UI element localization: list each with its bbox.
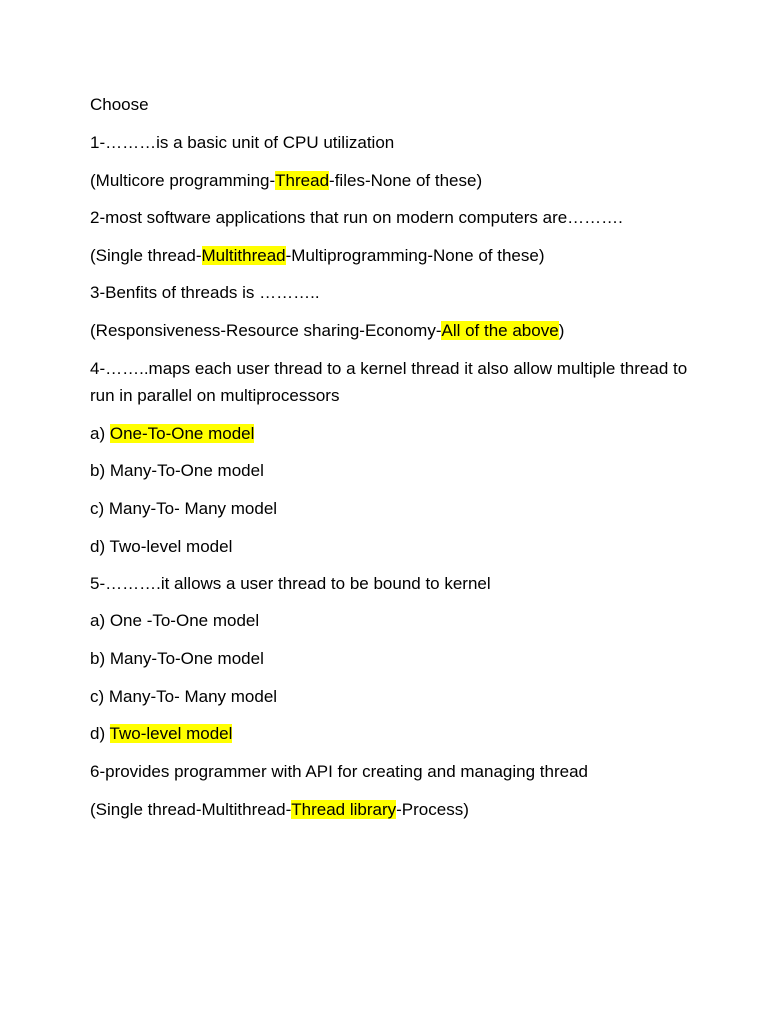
question-1-options (90, 168, 482, 194)
highlighted-answer: All of the above (441, 321, 559, 340)
highlighted-answer: Two-level model (109, 724, 233, 743)
question-6-stem: 6-provides programmer with API for creating and managing thread (90, 762, 588, 781)
page-heading: Choose (90, 95, 149, 114)
question-3-stem: 3-Benfits of threads is ……….. (90, 283, 320, 302)
question-5-option-c: c) Many-To- Many model (90, 687, 278, 706)
option-letter: d) (90, 724, 110, 743)
question-4-stem: 4-……..maps each user thread to a kernel thread it also allow multiple thread to run in parallel on multiprocessors (90, 359, 688, 405)
question-5-option-a: a) One -To-One model (90, 611, 260, 630)
question-4-option-d: d) Two-level model (90, 537, 233, 556)
option-text: -Multiprogramming-None of these) (285, 246, 545, 265)
highlighted-answer: Multithread (201, 246, 286, 265)
highlighted-answer: One-To-One model (109, 424, 255, 443)
question-5-stem: 5-……….it allows a user thread to be bound to kernel (90, 574, 491, 593)
option-text: (Single thread-Multithread- (90, 800, 292, 819)
question-4-option-b: b) Many-To-One model (90, 461, 264, 480)
question-4-option-c: c) Many-To- Many model (90, 499, 278, 518)
question-4-option-a (90, 421, 254, 447)
option-letter: a) (90, 424, 110, 443)
option-text: (Responsiveness-Resource sharing-Economy- (90, 321, 442, 340)
question-2-options (90, 243, 545, 269)
question-5-option-b: b) Many-To-One model (90, 649, 264, 668)
highlighted-answer: Thread library (291, 800, 397, 819)
question-1-stem: 1-………is a basic unit of CPU utilization (90, 133, 395, 152)
option-text: -files-None of these) (329, 171, 483, 190)
question-5-option-d (90, 721, 232, 747)
question-6-options (90, 797, 469, 823)
option-text: -Process) (396, 800, 469, 819)
option-text: ) (558, 321, 565, 340)
highlighted-answer: Thread (275, 171, 330, 190)
question-2-stem: 2-most software applications that run on modern computers are………. (90, 208, 623, 227)
option-text: (Single thread- (90, 246, 202, 265)
question-3-options (90, 318, 564, 344)
option-text: (Multicore programming- (90, 171, 276, 190)
